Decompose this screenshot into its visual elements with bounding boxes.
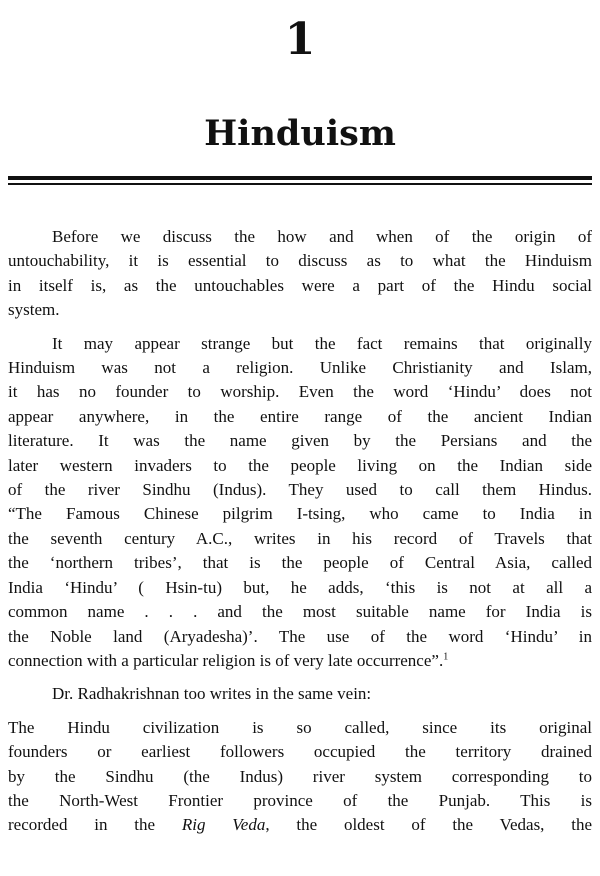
paragraph-line: it has no founder to worship. Even the word ‘Hindu’ does not: [8, 382, 592, 402]
paragraph-line: appear anywhere, in the entire range of the ancient Indian: [8, 406, 592, 426]
paragraph-line: the seventh century A.C., writes in his record of Travels that: [8, 528, 592, 548]
quote-line: recorded in the Rig Veda, the oldest of the Vedas, the: [8, 815, 592, 835]
paragraph-gap: [8, 673, 592, 682]
paragraph-line: “The Famous Chinese pilgrim I-tsing, who came to India in: [8, 504, 592, 524]
quote-line: founders or earliest followers occupied the territory drained: [8, 742, 592, 762]
body-text: [8, 225, 592, 838]
paragraph-line: of the river Sindhu (Indus). They used to call them Hindus.: [8, 480, 592, 500]
book-title-emphasis: Rig Veda: [181, 815, 266, 835]
paragraph-line-text: connection with a particular religion is of very late occurrence”.: [8, 650, 444, 670]
paragraph-line: Dr. Radhakrishnan too writes in the same vein:: [52, 684, 372, 704]
quote-line: The Hindu civilization is so called, since its original: [8, 717, 592, 737]
paragraph-line: system.: [8, 300, 60, 320]
paragraph-line: common name . . . and the most suitable name for India is: [8, 602, 592, 622]
paragraph-line: untouchability, it is essential to discuss as to what the Hinduism: [8, 251, 592, 271]
quote-line: the North-West Frontier province of the Punjab. This is: [8, 790, 592, 810]
paragraph-line: literature. It was the name given by the Persians and the: [8, 431, 592, 451]
paragraph-line: Before we discuss the how and when of the origin of: [52, 227, 592, 246]
paragraph-line: in itself is, as the untouchables were a part of the Hindu social: [8, 275, 592, 295]
chapter-title: Hinduism: [204, 113, 396, 154]
paragraph-line: later western invaders to the people living on the Indian side: [8, 455, 592, 475]
paragraph-line: the Noble land (Aryadesha)’. The use of the word ‘Hindu’ in: [8, 626, 592, 646]
chapter-number: 1: [284, 14, 316, 65]
paragraph-line: India ‘Hindu’ ( Hsin-tu) but, he adds, ‘this is not at all a: [8, 577, 592, 597]
paragraph-line: the ‘northern tribes’, that is the people of Central Asia, called: [8, 553, 592, 573]
footnote-reference: 1: [443, 651, 449, 663]
title-rule-thin: [8, 183, 592, 185]
paragraph-line: It may appear strange but the fact remains that originally: [52, 333, 592, 353]
title-rule-thick: [8, 176, 592, 180]
paragraph-last-line: [8, 649, 592, 673]
paragraph-gap: [8, 323, 592, 332]
paragraph-gap: [8, 707, 592, 716]
quote-line: by the Sindhu (the Indus) river system corresponding to: [8, 766, 592, 786]
paragraph-line: Hinduism was not a religion. Unlike Christianity and Islam,: [8, 358, 592, 378]
